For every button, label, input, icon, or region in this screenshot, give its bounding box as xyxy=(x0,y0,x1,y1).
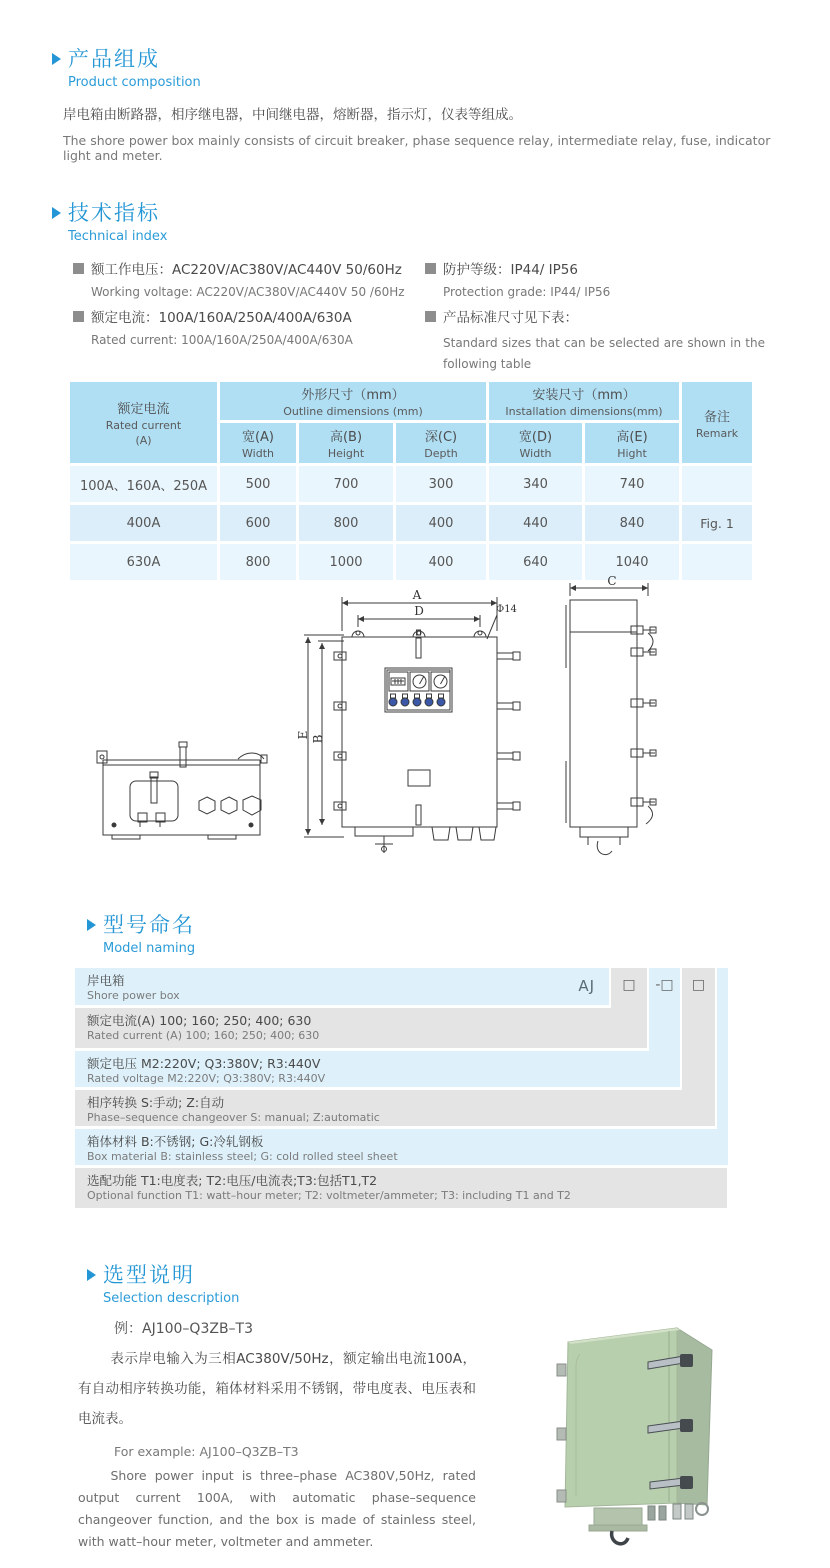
cell-current: 400A xyxy=(70,505,217,541)
section-arrow-icon xyxy=(87,1269,96,1281)
code-box3: □ xyxy=(691,977,706,993)
selection-title-en: Selection description xyxy=(103,1291,240,1306)
th-height-e: 高(E) Hight xyxy=(585,423,679,463)
model-row-zh: 选配功能 T1:电度表; T2:电压/电流表;T3:包括T1,T2 xyxy=(87,1173,378,1188)
model-row-shore-power-box xyxy=(75,968,609,1005)
selection-example-en: For example: AJ100–Q3ZB–T3 xyxy=(114,1444,299,1459)
cell-value: 400 xyxy=(396,544,486,580)
model-row-en: Rated voltage M2:220V; Q3:380V; R3:440V xyxy=(87,1072,326,1085)
selection-text-block xyxy=(78,1318,476,1553)
indicator-lamps xyxy=(389,694,445,706)
selection-body-en: Shore power input is three–phase AC380V,50Hz, rated output current 100A, with automatic phase–sequence changeover function, and the box is made of stainless steel, with watt–hour meter, voltmeter and ammeter. xyxy=(78,1468,476,1549)
model-naming-title-en: Model naming xyxy=(103,941,196,956)
model-row-en: Rated current (A) 100; 160; 250; 400; 630 xyxy=(87,1029,320,1042)
technical-title-en: Technical index xyxy=(68,229,168,244)
section-model-naming-heading xyxy=(87,912,195,956)
technical-title-zh: 技术指标 xyxy=(68,201,160,225)
cell-remark-fig: Fig. 1 xyxy=(682,466,752,580)
model-naming-title-zh: 型号命名 xyxy=(103,913,195,937)
front-view xyxy=(304,597,520,853)
cell-value: 640 xyxy=(489,544,582,580)
cell-value: 1000 xyxy=(299,544,393,580)
dimensions-table xyxy=(67,379,755,583)
cell-value: 400 xyxy=(396,505,486,541)
dim-label-e: E xyxy=(296,730,310,740)
green-box xyxy=(557,1328,712,1544)
cell-value: 840 xyxy=(585,505,679,541)
model-row-en: Optional function T1: watt–hour meter; T2: voltmeter/ammeter; T3: including T1 and T2 xyxy=(87,1189,571,1202)
cell-value: 300 xyxy=(396,466,486,502)
section-technical-heading xyxy=(52,200,167,244)
model-row-box-material xyxy=(75,1129,727,1165)
section-selection-heading xyxy=(87,1262,239,1306)
spec-zh-text: 额工作电压：AC220V/AC380V/AC440V 50/60Hz xyxy=(91,262,402,278)
spec-en-text: Rated current: 100A/160A/250A/400A/630A xyxy=(91,333,353,347)
model-naming-diagram xyxy=(75,968,735,1210)
model-row-zh: 额定电压 M2:220V; Q3:380V; R3:440V xyxy=(87,1056,321,1071)
section-composition-heading xyxy=(52,46,201,90)
model-row-en: Box material B: stainless steel; G: cold rolled steel sheet xyxy=(87,1150,398,1163)
spec-zh-text: 产品标准尺寸见下表： xyxy=(443,310,578,326)
section-arrow-icon xyxy=(52,53,61,65)
model-row-phase-sequence xyxy=(75,1090,714,1126)
th-installation-dimensions: 安装尺寸（mm） Installation dimensions(mm) xyxy=(489,382,679,420)
cell-current: 630A xyxy=(70,544,217,580)
spec-zh-text: 防护等级：IP44/ IP56 xyxy=(443,262,578,278)
th-depth-c: 深(C) Depth xyxy=(396,423,486,463)
cell-current: 100A、160A、250A xyxy=(70,466,217,502)
model-row-rated-voltage xyxy=(75,1051,680,1087)
selection-body-zh: 表示岸电输入为三相AC380V/50Hz，额定输出电流100A，有自动相序转换功能，箱体材料采用不锈钢，带电度表、电压表和电流表。 xyxy=(78,1351,476,1427)
dimensions-table-wrap xyxy=(67,379,755,583)
spec-en-text: Protection grade: IP44/ IP56 xyxy=(443,285,611,299)
th-width-a: 宽(A) Width xyxy=(220,423,296,463)
square-bullet-icon xyxy=(425,263,436,274)
composition-title-en: Product composition xyxy=(68,75,201,90)
section-arrow-icon xyxy=(52,207,61,219)
th-rated-current: 额定电流 Rated current (A) xyxy=(70,382,217,463)
code-box1: □ xyxy=(622,977,636,993)
model-row-zh: 额定电流(A) 100; 160; 250; 400; 630 xyxy=(87,1013,312,1028)
spec-standard-sizes xyxy=(425,306,765,375)
th-width-d: 宽(D) Width xyxy=(489,423,582,463)
spec-en-text: Working voltage: AC220V/AC380V/AC440V 50 /60Hz xyxy=(91,285,405,299)
model-row-optional-function xyxy=(75,1168,727,1208)
dim-label-b: B xyxy=(311,734,325,744)
cell-value: 700 xyxy=(299,466,393,502)
cell-value: 800 xyxy=(299,505,393,541)
cell-value: 600 xyxy=(220,505,296,541)
side-view xyxy=(566,583,656,855)
section-arrow-icon xyxy=(87,919,96,931)
square-bullet-icon xyxy=(73,263,84,274)
bottom-view xyxy=(97,742,267,839)
cell-value: 740 xyxy=(585,466,679,502)
composition-title-zh: 产品组成 xyxy=(68,47,160,71)
model-row-rated-current xyxy=(75,1008,647,1048)
th-height-b: 高(B) Height xyxy=(299,423,393,463)
model-row-en: Shore power box xyxy=(87,989,180,1002)
cell-value: 340 xyxy=(489,466,582,502)
composition-body-zh: 岸电箱由断路器，相序继电器，中间继电器，熔断器，指示灯，仪表等组成。 xyxy=(63,107,522,123)
th-outline-dimensions: 外形尺寸（mm） Outline dimensions (mm) xyxy=(220,382,486,420)
th-remark: 备注 Remark xyxy=(682,382,752,463)
table-row xyxy=(70,505,752,541)
model-row-zh: 相序转换 S:手动; Z:自动 xyxy=(87,1095,225,1110)
model-row-en: Phase–sequence changeover S: manual; Z:automatic xyxy=(87,1111,380,1124)
table-row xyxy=(70,466,752,502)
square-bullet-icon xyxy=(73,311,84,322)
technical-drawing xyxy=(0,575,830,865)
cell-value: 800 xyxy=(220,544,296,580)
dimension-labels xyxy=(296,575,617,743)
code-prefix: AJ xyxy=(578,977,595,995)
square-bullet-icon xyxy=(425,311,436,322)
model-row-zh: 箱体材料 B:不锈钢; G:冷轧钢板 xyxy=(87,1134,264,1149)
spec-protection-grade xyxy=(425,258,765,299)
composition-body-en: The shore power box mainly consists of circuit breaker, phase sequence relay, intermediate relay, fuse, indicator light and meter. xyxy=(63,133,771,163)
cell-value: 1040 xyxy=(585,544,679,580)
dim-label-c: C xyxy=(607,575,617,588)
spec-zh-text: 额定电流：100A/160A/250A/400A/630A xyxy=(91,310,352,326)
selection-example-zh: 例：AJ100–Q3ZB–T3 xyxy=(114,1321,254,1337)
dim-label-a: A xyxy=(412,588,422,602)
model-row-zh: 岸电箱 xyxy=(87,973,125,988)
cell-value: 500 xyxy=(220,466,296,502)
spec-rated-current xyxy=(73,306,418,347)
dim-label-hole: Φ14 xyxy=(496,604,517,615)
code-box2: -□ xyxy=(655,977,674,993)
cell-value: 440 xyxy=(489,505,582,541)
product-photo xyxy=(530,1310,830,1568)
spec-en-text: Standard sizes that can be selected are shown in the following table xyxy=(443,336,765,371)
dim-label-d: D xyxy=(414,604,424,618)
spec-working-voltage xyxy=(73,258,418,299)
selection-title-zh: 选型说明 xyxy=(103,1263,195,1287)
